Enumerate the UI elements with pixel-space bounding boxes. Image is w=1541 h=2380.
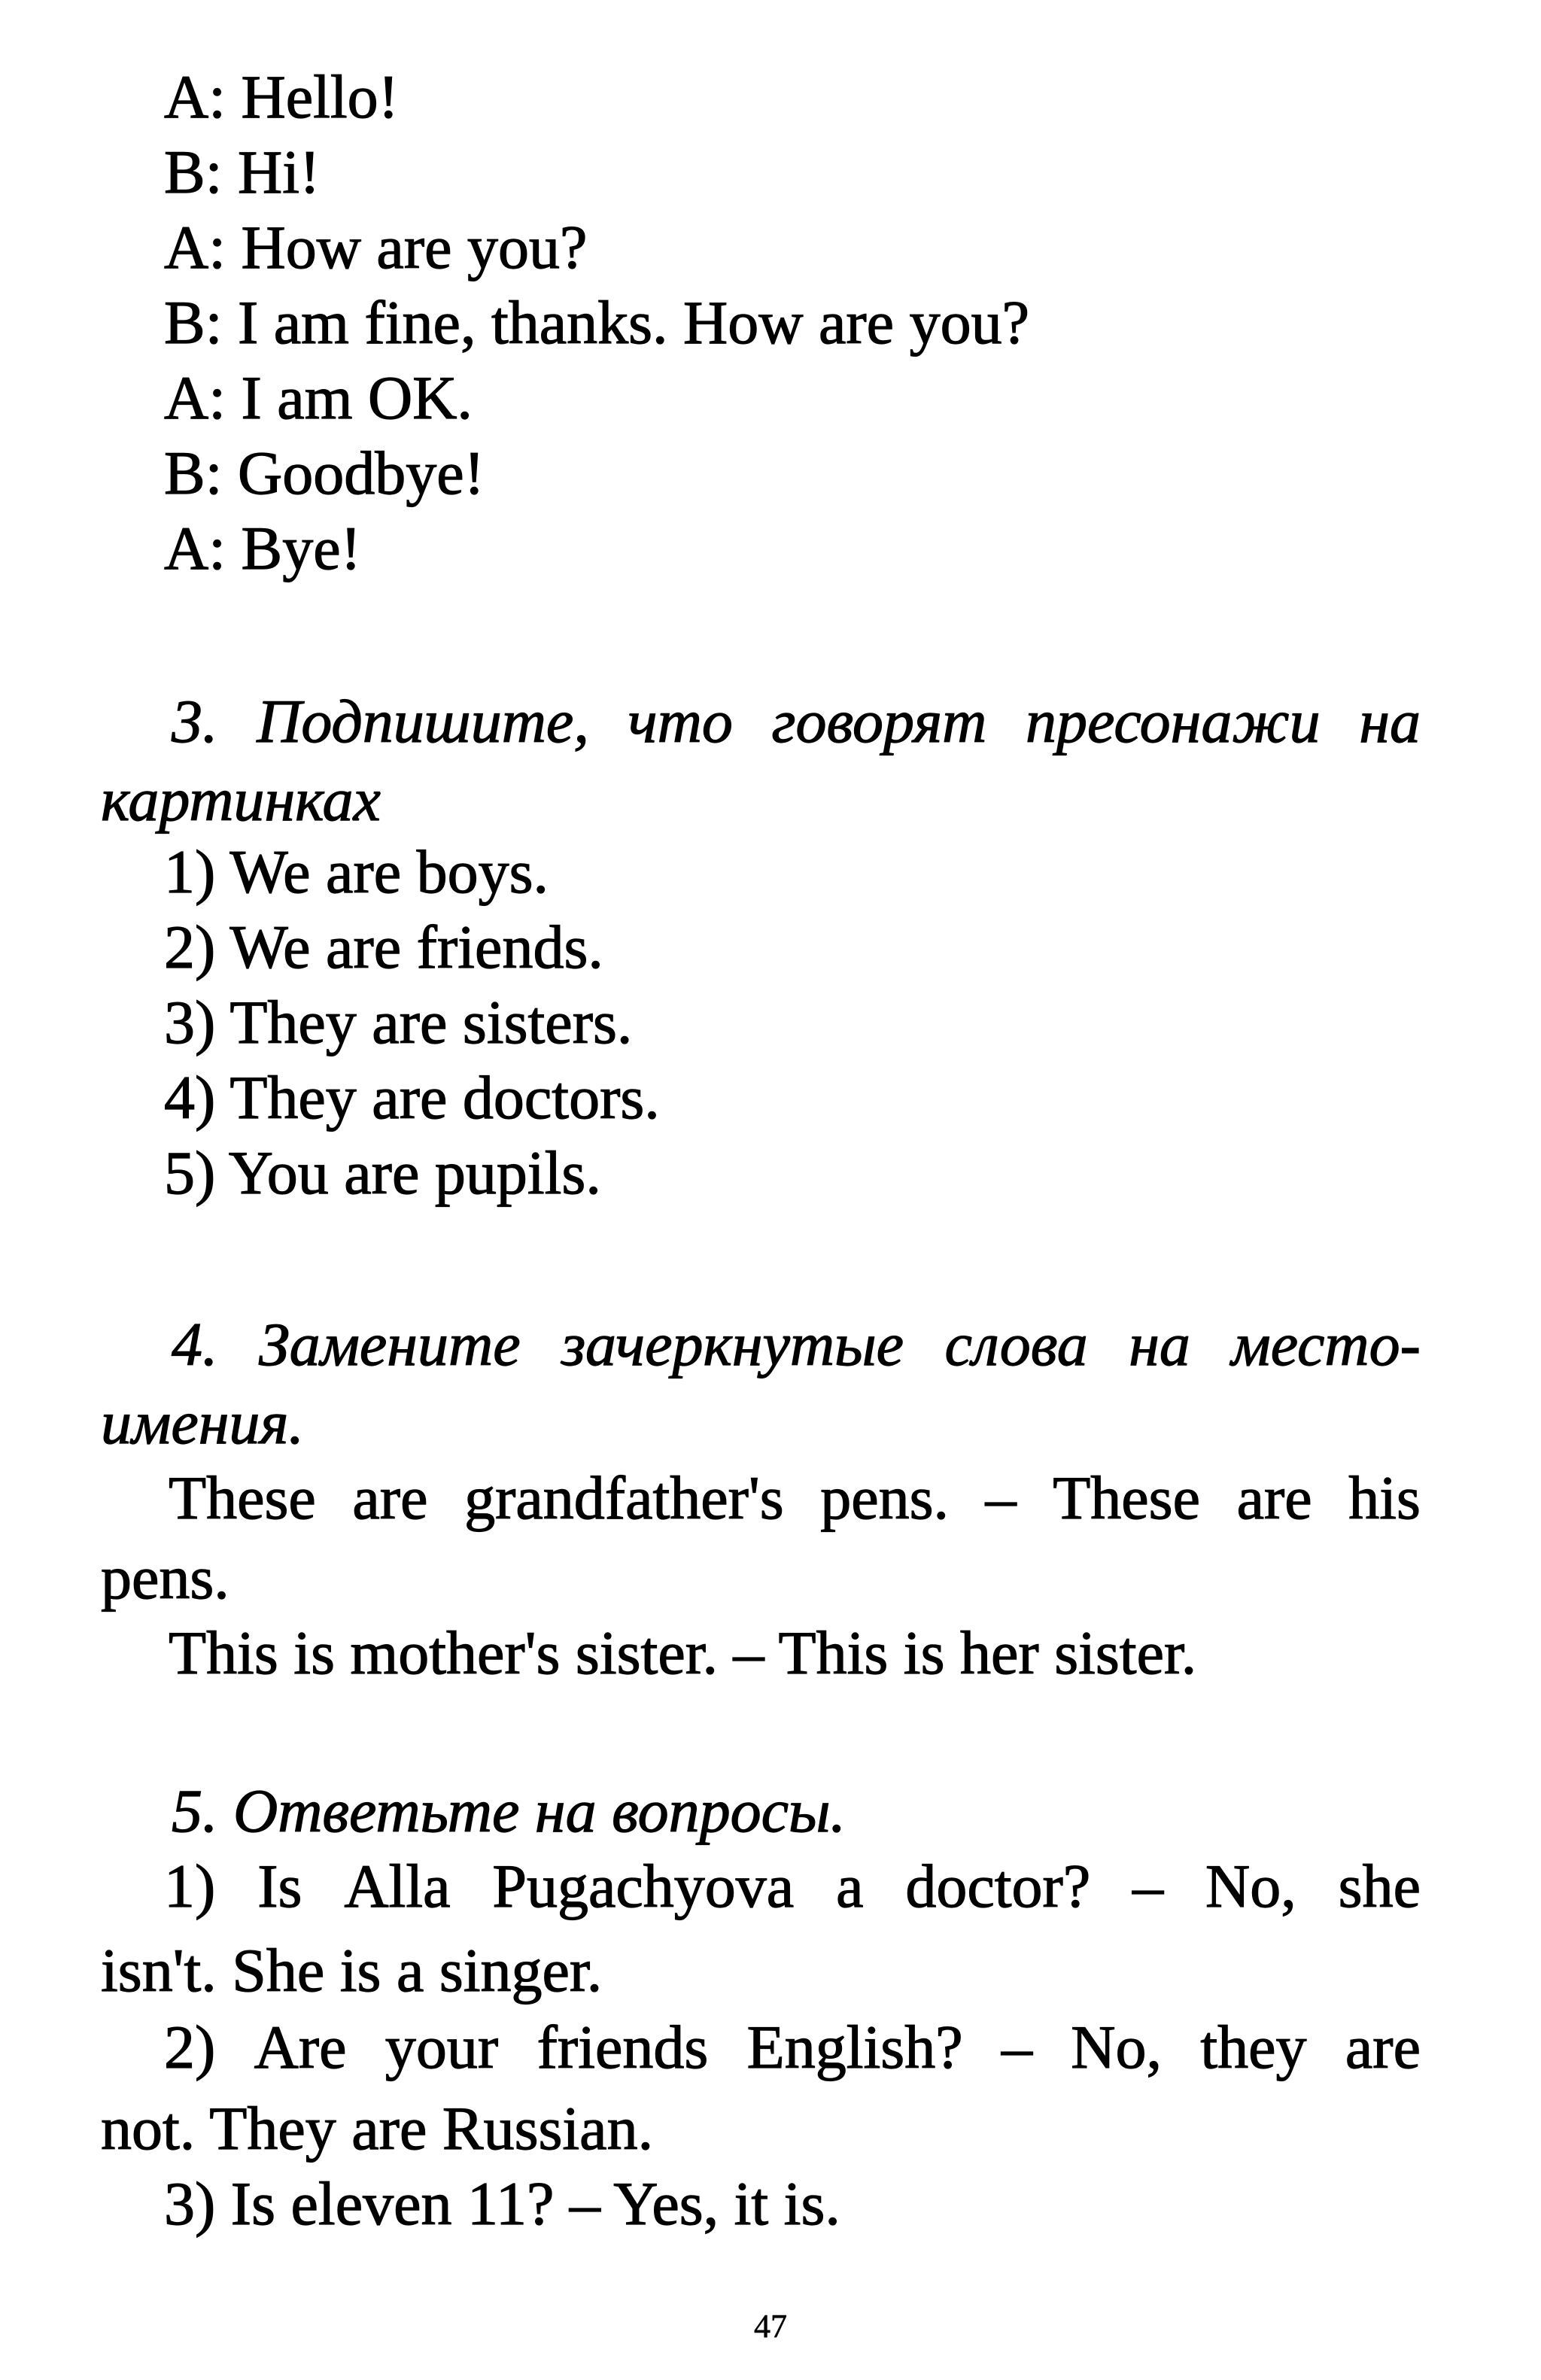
task3-item: 5) You are pupils. <box>164 1138 601 1207</box>
task5-heading: 5. Ответьте на вопросы. <box>172 1777 846 1845</box>
dialogue-line: A: How are you? <box>164 213 588 281</box>
dialogue-line: B: Hi! <box>164 138 321 206</box>
task4-example-continued: pens. <box>101 1543 229 1612</box>
task5-answer-continued: isn't. She is a singer. <box>101 1936 603 2005</box>
task5-question: 3) Is eleven 11? – Yes, it is. <box>164 2169 840 2238</box>
task3-item: 4) They are doctors. <box>164 1063 660 1132</box>
task4-heading: 4. Замените зачеркнутые слова на место- <box>172 1310 1421 1378</box>
task3-heading: 3. Подпишите, что говорят пресонажи на <box>172 687 1421 755</box>
task4-example: This is mother's sister. – This is her sister. <box>169 1619 1197 1687</box>
dialogue-line: A: Bye! <box>164 514 361 582</box>
dialogue-line: A: I am OK. <box>164 363 473 432</box>
task3-heading-continued: картинках <box>101 765 381 834</box>
dialogue-line: B: I am fine, thanks. How are you? <box>164 288 1029 357</box>
task5-question: 2) Are your friends English? – No, they are <box>164 2013 1421 2081</box>
task3-item: 2) We are friends. <box>164 913 603 981</box>
page-number: 47 <box>754 2308 787 2345</box>
task5-question: 1) Is Alla Pugachyova a doctor? – No, she <box>164 1852 1421 1920</box>
task5-answer-continued: not. They are Russian. <box>101 2094 654 2163</box>
dialogue-line: A: Hello! <box>164 62 399 131</box>
task4-heading-continued: имения. <box>101 1388 305 1457</box>
task4-example: These are grandfather's pens. – These are his <box>169 1464 1421 1532</box>
task3-item: 3) They are sisters. <box>164 988 633 1056</box>
task3-item: 1) We are boys. <box>164 837 549 906</box>
dialogue-line: B: Goodbye! <box>164 439 485 507</box>
